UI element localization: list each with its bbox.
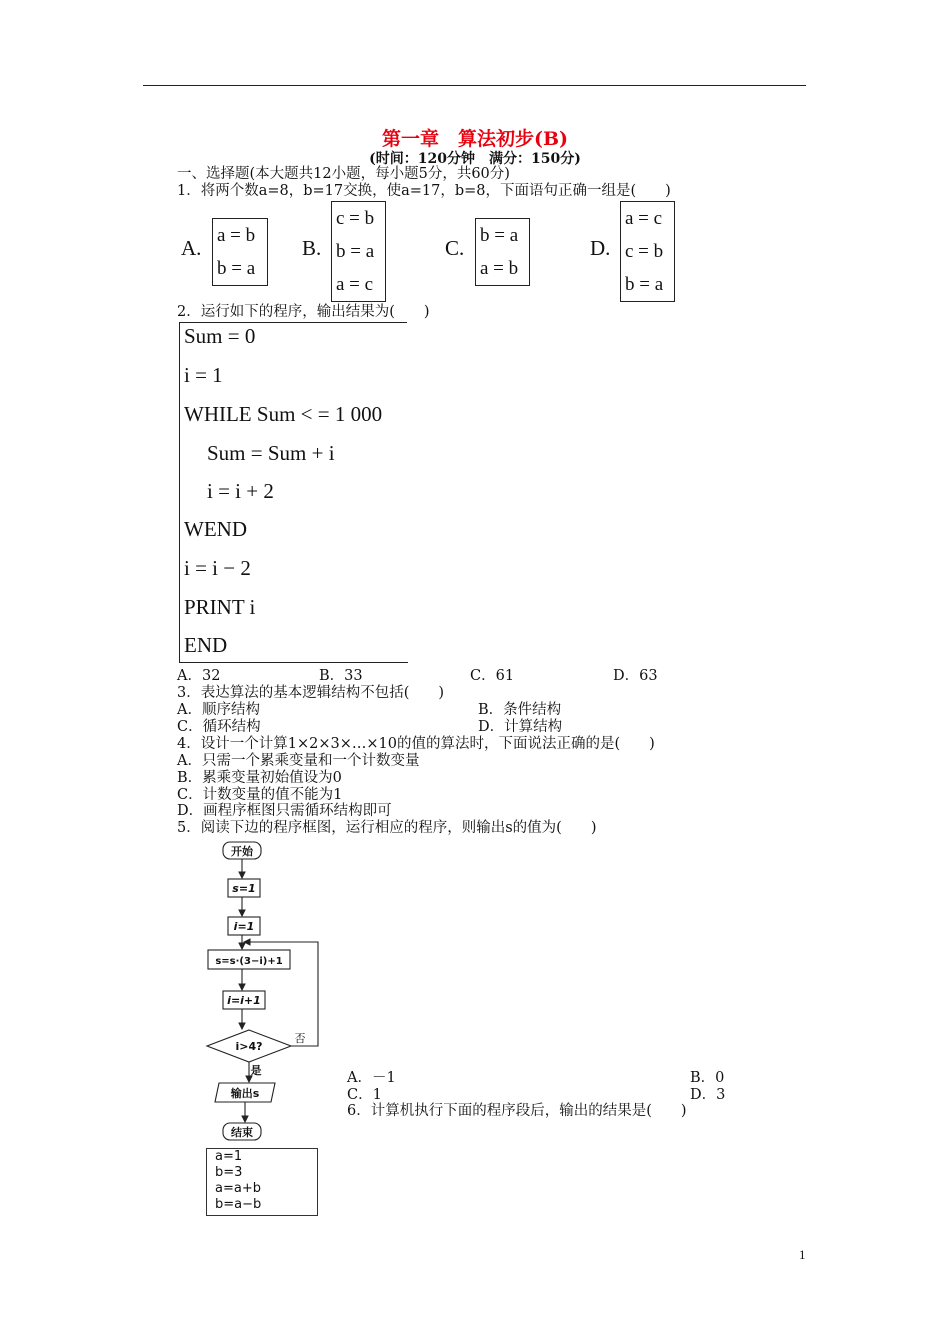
q6-program-box bbox=[206, 1148, 318, 1216]
code-line: a = c bbox=[336, 274, 374, 295]
code-line: i = 1 bbox=[184, 363, 223, 387]
code-line: b = a bbox=[336, 241, 375, 262]
code-line: b = a bbox=[480, 225, 519, 246]
question-5-stem: 5．阅读下边的程序框图，运行相应的程序，则输出s的值为( ) bbox=[177, 820, 597, 836]
q4-option-b: B．累乘变量初始值设为0 bbox=[177, 770, 342, 786]
code-line: a = b bbox=[217, 225, 256, 246]
flow-i-init-label: i=1 bbox=[233, 920, 255, 933]
q2-program-box bbox=[179, 322, 408, 663]
flow-loop-body-label: s=s·(3−i)+1 bbox=[215, 956, 283, 967]
code-line: b=3 bbox=[215, 1165, 243, 1180]
q1-option-d-box bbox=[620, 201, 675, 302]
q1-option-b-box bbox=[331, 201, 386, 302]
chapter-title: 第一章 算法初步(B) bbox=[381, 128, 569, 150]
code-line: Sum = 0 bbox=[184, 324, 256, 348]
code-line: a = c bbox=[625, 208, 663, 229]
code-line: b = a bbox=[625, 274, 664, 295]
code-line: Sum = Sum + i bbox=[207, 441, 335, 465]
code-line: a=a+b bbox=[215, 1181, 261, 1196]
code-line: a=1 bbox=[215, 1149, 243, 1164]
q5-option-b: B．0 bbox=[690, 1070, 725, 1086]
q1-option-a-box bbox=[212, 218, 268, 286]
flow-start-label: 开始 bbox=[231, 845, 253, 858]
q4-option-c: C．计数变量的值不能为1 bbox=[177, 787, 343, 803]
code-line: WEND bbox=[184, 517, 247, 541]
page-number: 1 bbox=[799, 1247, 806, 1262]
code-line: i = i + 2 bbox=[207, 479, 274, 503]
flow-end-label: 结束 bbox=[231, 1126, 253, 1139]
code-line: a = b bbox=[480, 258, 519, 279]
q1-option-a-letter: A. bbox=[181, 236, 202, 260]
q2-option-c: C．61 bbox=[470, 668, 515, 684]
q1-option-c-letter: C. bbox=[445, 236, 465, 260]
q2-option-a: A．32 bbox=[177, 668, 221, 684]
q2-option-d: D．63 bbox=[613, 668, 658, 684]
code-line: PRINT i bbox=[184, 595, 256, 619]
flow-condition-label: i>4? bbox=[235, 1040, 263, 1053]
code-line: c = b bbox=[336, 208, 375, 229]
question-4-stem: 4．设计一个计算1×2×3×…×10的值的算法时，下面说法正确的是( ) bbox=[177, 736, 655, 752]
exam-info: (时间：120分钟 满分：150分) bbox=[369, 151, 581, 167]
q2-option-b: B．33 bbox=[319, 668, 363, 684]
flow-output-label: 输出s bbox=[230, 1087, 260, 1100]
q3-option-d: D．计算结构 bbox=[478, 719, 563, 735]
code-line: b = a bbox=[217, 258, 256, 279]
q5-option-c: C．1 bbox=[347, 1087, 382, 1103]
q3-option-a: A．顺序结构 bbox=[177, 702, 260, 718]
q5-option-d: D．3 bbox=[690, 1087, 726, 1103]
code-line: i = i − 2 bbox=[184, 556, 251, 580]
q1-option-b-letter: B. bbox=[302, 236, 322, 260]
question-3-stem: 3．表达算法的基本逻辑结构不包括( ) bbox=[177, 685, 445, 701]
flow-increment-label: i=i+1 bbox=[227, 994, 261, 1007]
header-rule bbox=[143, 85, 806, 86]
q1-option-c-box bbox=[475, 218, 530, 286]
flow-no-label: 否 bbox=[294, 1032, 306, 1045]
q3-option-b: B．条件结构 bbox=[478, 702, 562, 718]
section-heading: 一、选择题(本大题共12小题，每小题5分，共60分) bbox=[177, 166, 510, 182]
question-1-stem: 1．将两个数a=8，b=17交换，使a=17，b=8，下面语句正确一组是( ) bbox=[177, 183, 671, 199]
question-6-stem: 6．计算机执行下面的程序段后，输出的结果是( ) bbox=[347, 1103, 687, 1119]
q5-flowchart bbox=[200, 836, 330, 1146]
flow-s-init-label: s=1 bbox=[232, 882, 256, 895]
q4-option-a: A．只需一个累乘变量和一个计数变量 bbox=[177, 753, 420, 769]
question-2-stem: 2．运行如下的程序，输出结果为( ) bbox=[177, 304, 430, 320]
q1-option-d-letter: D. bbox=[590, 236, 611, 260]
q3-option-c: C．循环结构 bbox=[177, 719, 261, 735]
code-line: b=a−b bbox=[215, 1197, 262, 1212]
code-line: END bbox=[184, 633, 228, 657]
q5-option-a: A．－1 bbox=[347, 1070, 396, 1086]
flow-yes-label: 是 bbox=[250, 1064, 262, 1077]
code-line: WHILE Sum < = 1 000 bbox=[184, 402, 383, 426]
q4-option-d: D．画程序框图只需循环结构即可 bbox=[177, 803, 392, 819]
code-line: c = b bbox=[625, 241, 664, 262]
